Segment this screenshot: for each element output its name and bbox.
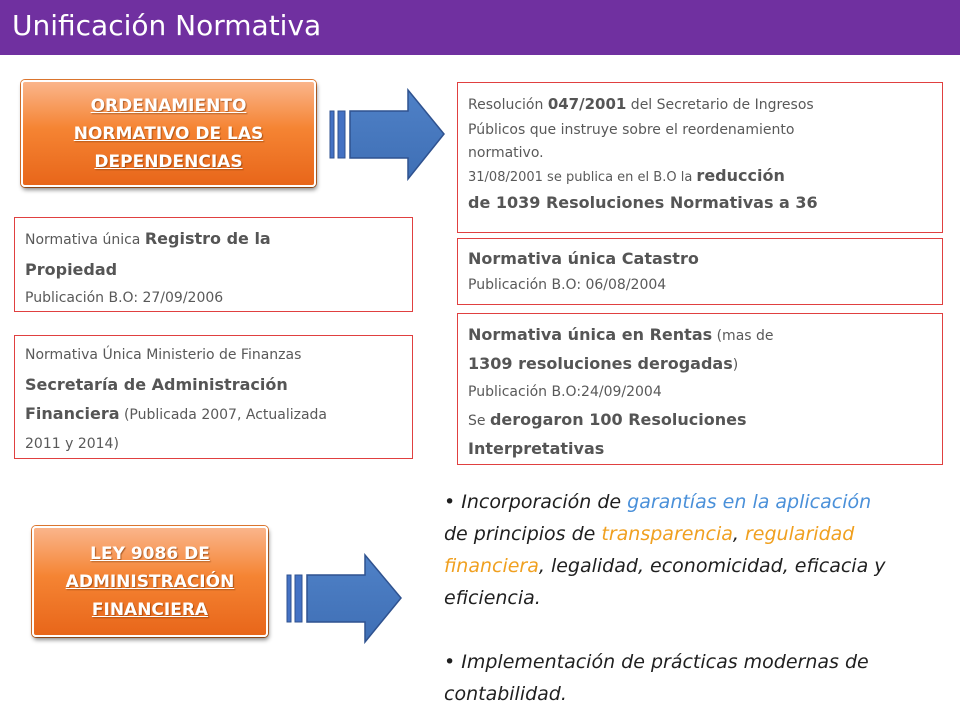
catastro-publication: Publicación B.O: 06/08/2004 [468, 277, 667, 293]
arrow-right-icon [328, 88, 446, 192]
ordenamiento-line-2: NORMATIVO DE LAS [73, 123, 264, 144]
resolucion-line-1: Resolución 047/2001 del Secretario de Ingresos [468, 95, 814, 113]
registro-line-2: Propiedad [25, 260, 118, 279]
ley-line-2: ADMINISTRACIÓN [65, 571, 235, 592]
ministerio-line-1: Normativa Única Ministerio de Finanzas [25, 347, 302, 363]
arrow-right-icon [285, 553, 403, 657]
rentas-line-4: Se derogaron 100 Resoluciones [468, 410, 747, 429]
resolucion-line-3: normativo. [468, 145, 544, 161]
resolucion-line-2: Públicos que instruye sobre el reordenamiento [468, 122, 795, 138]
registro-box [14, 217, 413, 312]
ordenamiento-line-1: ORDENAMIENTO [90, 95, 247, 116]
rentas-line-1: Normativa única en Rentas (mas de [468, 325, 774, 344]
page-title: Unificación Normativa [12, 9, 322, 42]
rentas-line-2: 1309 resoluciones derogadas) [468, 354, 739, 373]
catastro-box [457, 238, 943, 305]
bullet-item-1: • Incorporación de garantías en la aplicación de principios de transparencia, regularidad financiera, legalidad, economicidad, eficacia y eficiencia. [444, 491, 886, 609]
registro-line-1: Normativa única Registro de la [25, 229, 271, 248]
rentas-line-5: Interpretativas [468, 439, 605, 458]
resolucion-line-4: 31/08/2001 se publica en el B.O la reducción [468, 166, 785, 185]
title-bar [0, 0, 960, 55]
ley-line-1: LEY 9086 DE [90, 543, 210, 564]
ley-line-3: FINANCIERA [91, 599, 209, 620]
bullet-list [444, 486, 954, 710]
registro-line-3: Publicación B.O: 27/09/2006 [25, 290, 224, 306]
ministerio-line-3: Financiera (Publicada 2007, Actualizada [25, 404, 328, 423]
catastro-heading: Normativa única Catastro [468, 249, 699, 268]
rentas-box [457, 313, 943, 465]
ordenamiento-normativo-button[interactable] [21, 80, 316, 187]
ministerio-box [14, 335, 413, 459]
rentas-line-3: Publicación B.O:24/09/2004 [468, 384, 662, 400]
resolucion-box [457, 82, 943, 233]
ministerio-line-4: 2011 y 2014) [25, 436, 119, 452]
ordenamiento-line-3: DEPENDENCIAS [94, 151, 243, 172]
bullet-item-2: • Implementación de prácticas modernas de contabilidad. [444, 651, 869, 705]
resolucion-line-5: de 1039 Resoluciones Normativas a 36 [468, 193, 818, 212]
ministerio-line-2: Secretaría de Administración [25, 375, 288, 394]
ley-9086-button[interactable] [32, 526, 268, 637]
